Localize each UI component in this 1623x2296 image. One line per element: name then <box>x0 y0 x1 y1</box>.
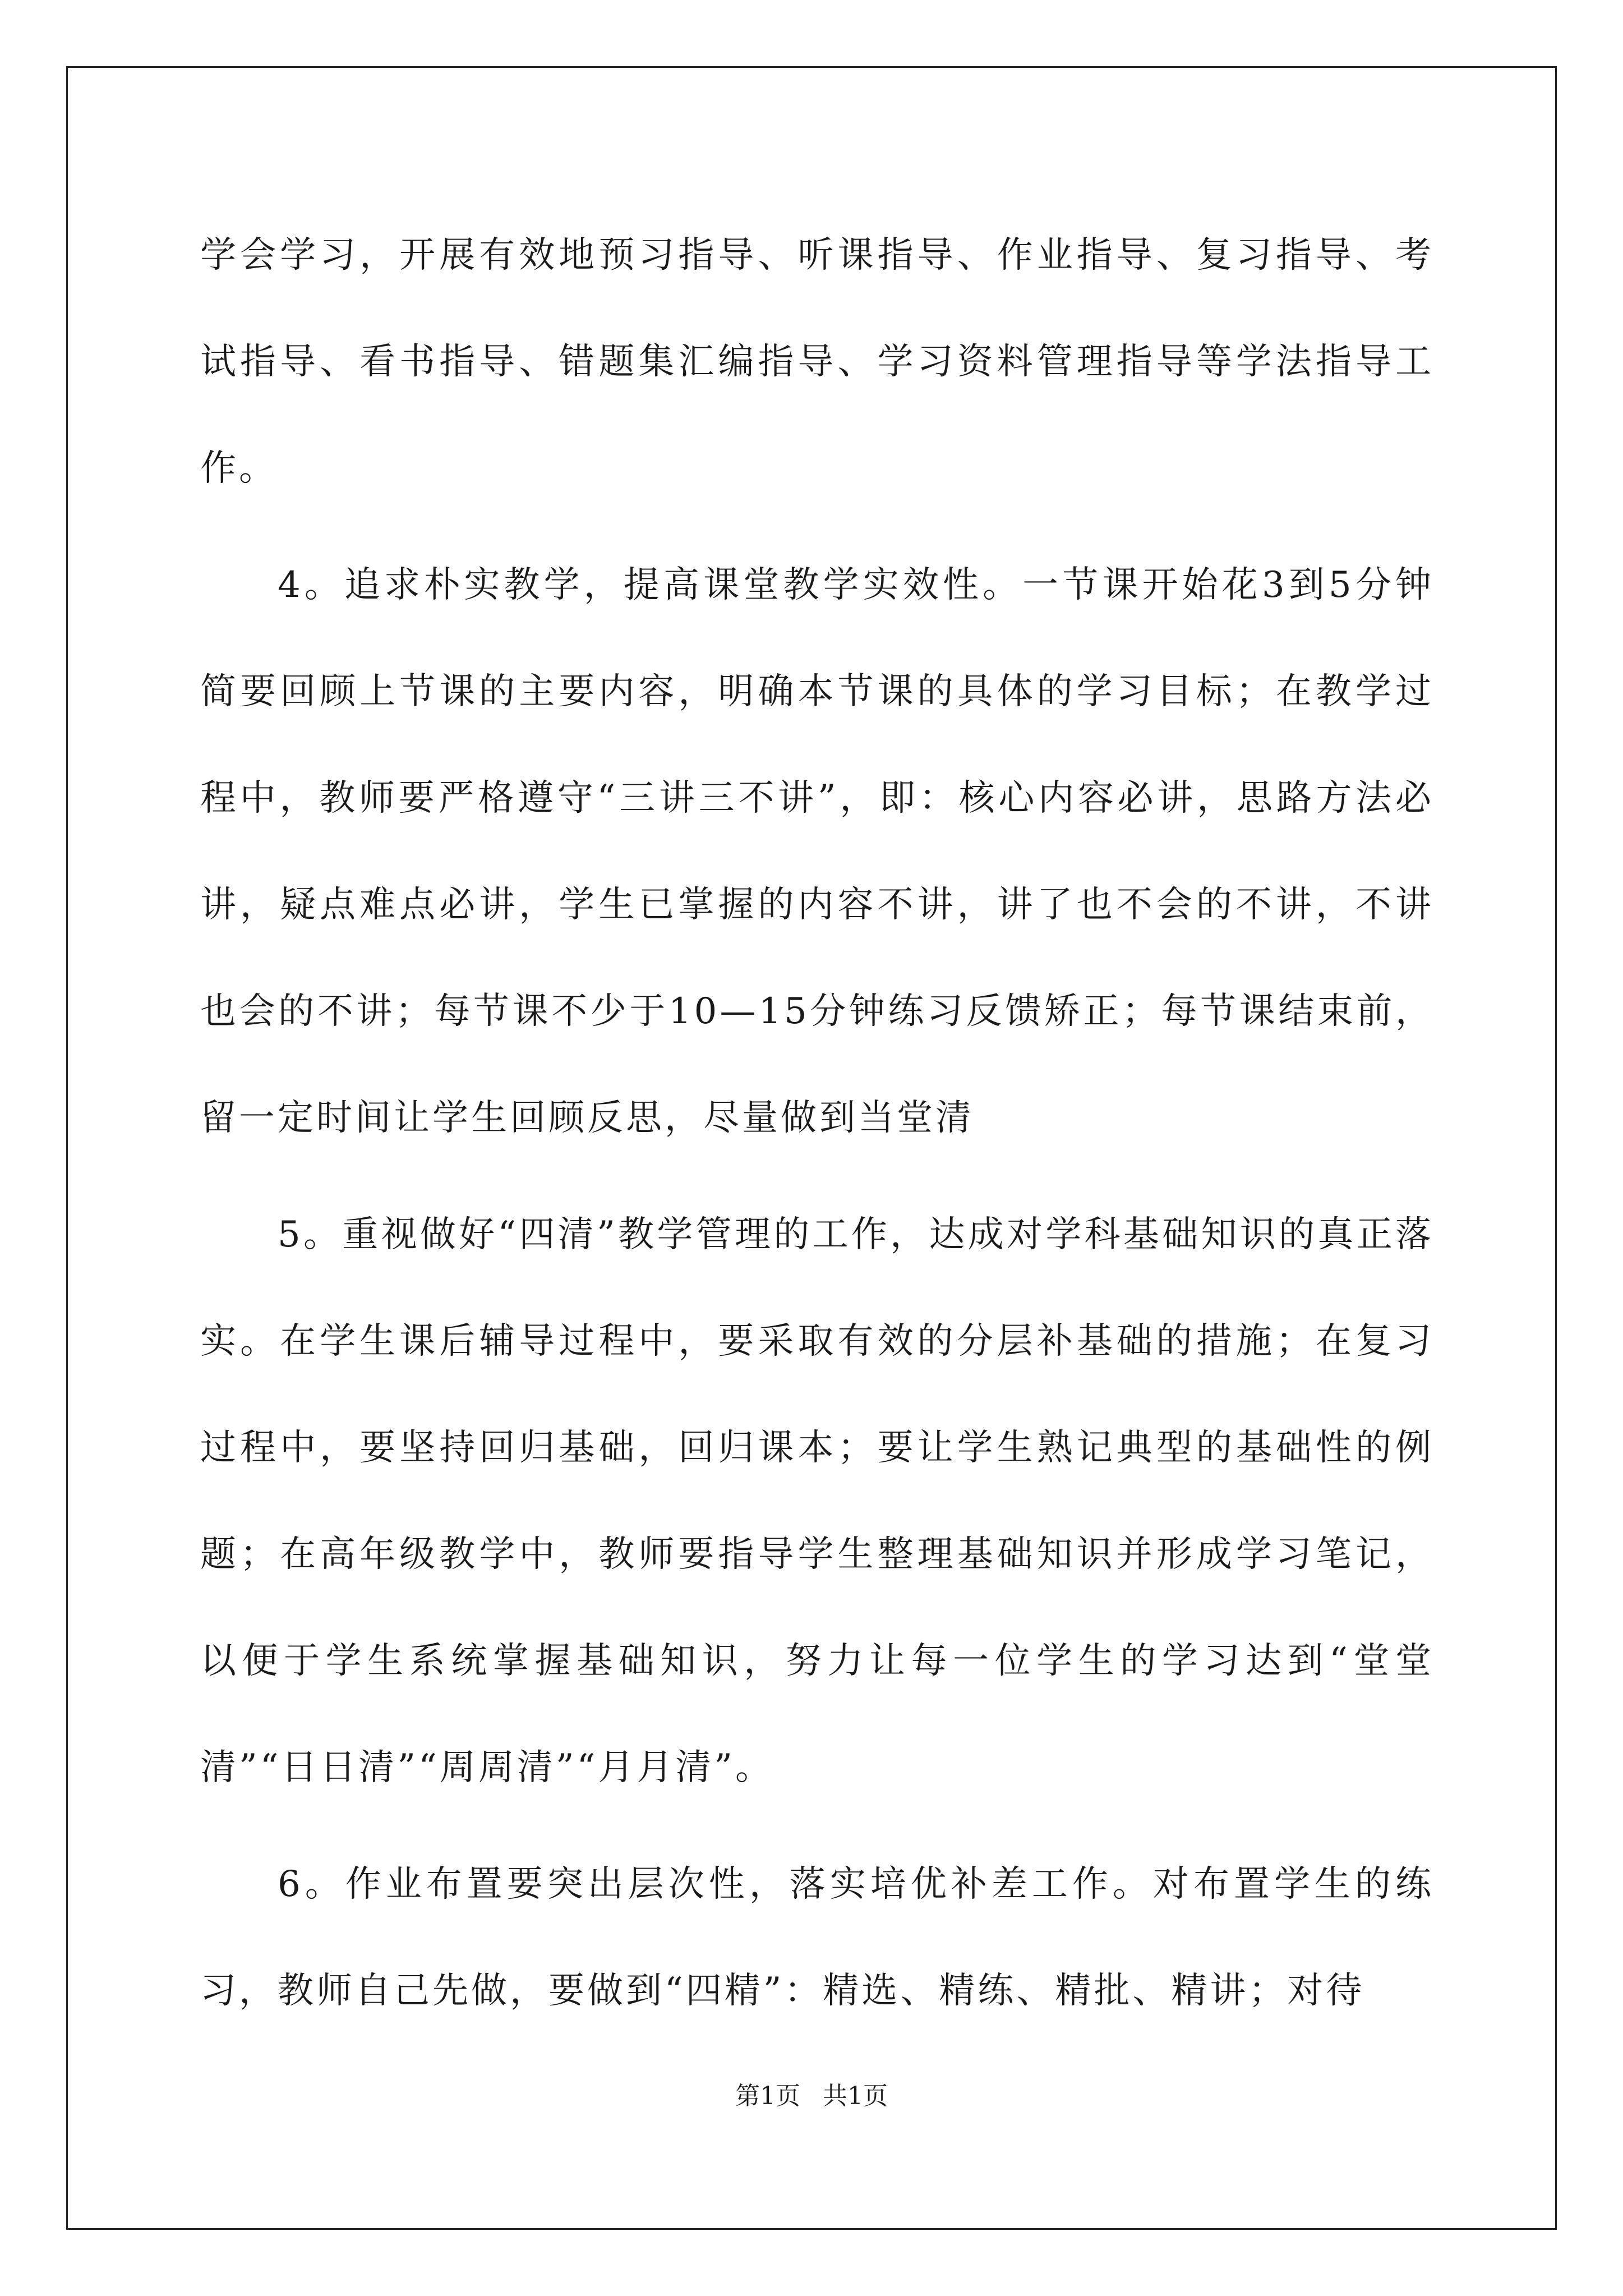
paragraph-item-5: 5。重视做好“四清”教学管理的工作，达成对学科基础知识的真正落实。在学生课后辅导过程中，要采取有效的分层补基础的措施；在复习过程中，要坚持回归基础，回归课本；要让学生熟记典型的基础性的例题；在高年级教学中，教师要指导学生整理基础知识并形成学习笔记，以便于学生系统掌握基础知识，努力让每一位学生的学习达到“堂堂清”“日日清”“周周清”“月月清”。 <box>200 1214 1434 1788</box>
document-body <box>200 202 1434 2054</box>
paragraph-item-4: 4。追求朴实教学，提高课堂教学实效性。一节课开始花3到5分钟简要回顾上节课的主要内容，明确本节课的具体的学习目标；在教学过程中，教师要严格遵守“三讲三不讲”，即：核心内容必讲，思路方法必讲，疑点难点必讲，学生已掌握的内容不讲，讲了也不会的不讲，不讲也会的不讲；每节课不少于10—15分钟练习反馈矫正；每节课结束前，留一定时间让学生回顾反思，尽量做到当堂清 <box>200 564 1434 1139</box>
paragraph-study-methods: 学会学习，开展有效地预习指导、听课指导、作业指导、复习指导、考试指导、看书指导、错题集汇编指导、学习资料管理指导等学法指导工作。 <box>200 234 1434 489</box>
paragraph-item-6: 6。作业布置要突出层次性，落实培优补差工作。对布置学生的练习，教师自己先做，要做到“四精”：精选、精练、精批、精讲；对待 <box>200 1864 1434 2012</box>
page-number: 第1页 <box>735 2082 800 2110</box>
page-total: 共1页 <box>823 2082 888 2110</box>
page-footer <box>0 2079 1623 2113</box>
